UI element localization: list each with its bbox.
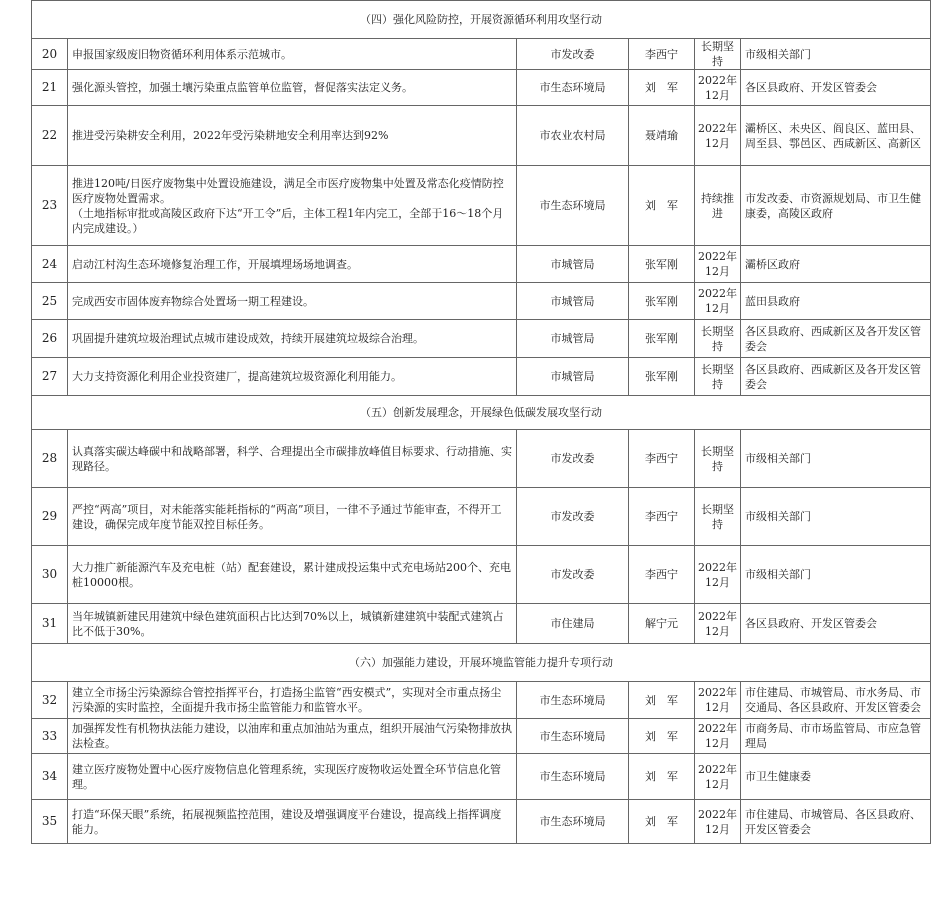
row-number: 26 <box>32 320 68 358</box>
lead-department: 市发改委 <box>517 488 629 546</box>
section-title: （五）创新发展理念，开展绿色低碳发展攻坚行动 <box>32 396 931 430</box>
lead-department: 市发改委 <box>517 430 629 488</box>
cooperating-units: 市发改委、市资源规划局、市卫生健康委，高陵区政府 <box>741 166 931 246</box>
task-description: 大力推广新能源汽车及充电桩（站）配套建设，累计建成投运集中式充电场站200个、充电桩10000根。 <box>68 546 517 604</box>
table-row <box>32 800 931 844</box>
cooperating-units: 各区县政府、开发区管委会 <box>741 604 931 644</box>
task-description: 加强挥发性有机物执法能力建设，以油库和重点加油站为重点，组织开展油气污染物排放执法检查。 <box>68 719 517 754</box>
table-row <box>32 719 931 754</box>
lead-department: 市生态环境局 <box>517 754 629 800</box>
responsible-person: 刘 军 <box>629 719 695 754</box>
task-description: 强化源头管控，加强土壤污染重点监管单位监管，督促落实法定义务。 <box>68 70 517 106</box>
responsible-person: 刘 军 <box>629 800 695 844</box>
task-description: 认真落实碳达峰碳中和战略部署，科学、合理提出全市碳排放峰值目标要求、行动措施、实现路径。 <box>68 430 517 488</box>
cooperating-units: 市商务局、市市场监管局、市应急管理局 <box>741 719 931 754</box>
table-row <box>32 754 931 800</box>
task-description: 大力支持资源化利用企业投资建厂，提高建筑垃圾资源化利用能力。 <box>68 358 517 396</box>
table-row <box>32 39 931 70</box>
lead-department: 市城管局 <box>517 246 629 283</box>
table-row <box>32 604 931 644</box>
cooperating-units: 蓝田县政府 <box>741 283 931 320</box>
row-number: 33 <box>32 719 68 754</box>
responsible-person: 刘 军 <box>629 754 695 800</box>
table-row <box>32 358 931 396</box>
responsible-person: 张军刚 <box>629 283 695 320</box>
responsible-person: 张军刚 <box>629 246 695 283</box>
lead-department: 市农业农村局 <box>517 106 629 166</box>
section-header-row <box>32 644 931 682</box>
task-description: 推进120吨/日医疗废物集中处置设施建设，满足全市医疗废物集中处置及常态化疫情防控医疗废物处置需求。 （土地指标审批或高陵区政府下达“开工令”后，主体工程1年内完工，全部于16～18个月内完成建设。） <box>68 166 517 246</box>
row-number: 32 <box>32 682 68 719</box>
row-number: 21 <box>32 70 68 106</box>
row-number: 20 <box>32 39 68 70</box>
task-description: 申报国家级废旧物资循环利用体系示范城市。 <box>68 39 517 70</box>
row-number: 23 <box>32 166 68 246</box>
responsible-person: 张军刚 <box>629 358 695 396</box>
responsible-person: 李西宁 <box>629 488 695 546</box>
section-header-row <box>32 1 931 39</box>
table-row <box>32 488 931 546</box>
lead-department: 市生态环境局 <box>517 70 629 106</box>
responsible-person: 刘 军 <box>629 70 695 106</box>
deadline: 长期坚持 <box>695 39 741 70</box>
task-description: 严控“两高”项目，对未能落实能耗指标的“两高”项目，一律不予通过节能审查，不得开工建设，确保完成年度节能双控目标任务。 <box>68 488 517 546</box>
cooperating-units: 市级相关部门 <box>741 546 931 604</box>
lead-department: 市住建局 <box>517 604 629 644</box>
lead-department: 市发改委 <box>517 546 629 604</box>
deadline: 2022年12月 <box>695 719 741 754</box>
cooperating-units: 灞桥区政府 <box>741 246 931 283</box>
lead-department: 市生态环境局 <box>517 166 629 246</box>
task-description: 建立医疗废物处置中心医疗废物信息化管理系统，实现医疗废物收运处置全环节信息化管理。 <box>68 754 517 800</box>
task-description: 完成西安市固体废弃物综合处置场一期工程建设。 <box>68 283 517 320</box>
row-number: 34 <box>32 754 68 800</box>
deadline: 2022年12月 <box>695 283 741 320</box>
deadline: 2022年12月 <box>695 800 741 844</box>
cooperating-units: 市卫生健康委 <box>741 754 931 800</box>
table-row <box>32 283 931 320</box>
task-description: 当年城镇新建民用建筑中绿色建筑面积占比达到70%以上，城镇新建建筑中装配式建筑占比不低于30%。 <box>68 604 517 644</box>
lead-department: 市发改委 <box>517 39 629 70</box>
table-row <box>32 246 931 283</box>
lead-department: 市城管局 <box>517 283 629 320</box>
deadline: 2022年12月 <box>695 106 741 166</box>
responsible-person: 解宁元 <box>629 604 695 644</box>
row-number: 22 <box>32 106 68 166</box>
deadline: 2022年12月 <box>695 682 741 719</box>
cooperating-units: 市级相关部门 <box>741 488 931 546</box>
responsible-person: 李西宁 <box>629 546 695 604</box>
table-row <box>32 106 931 166</box>
row-number: 28 <box>32 430 68 488</box>
cooperating-units: 市住建局、市城管局、各区县政府、开发区管委会 <box>741 800 931 844</box>
deadline: 长期坚持 <box>695 320 741 358</box>
lead-department: 市生态环境局 <box>517 719 629 754</box>
lead-department: 市生态环境局 <box>517 800 629 844</box>
lead-department: 市生态环境局 <box>517 682 629 719</box>
cooperating-units: 灞桥区、未央区、阎良区、蓝田县、周至县、鄠邑区、西咸新区、高新区 <box>741 106 931 166</box>
row-number: 31 <box>32 604 68 644</box>
table-row <box>32 546 931 604</box>
table-row <box>32 70 931 106</box>
responsible-person: 聂靖瑜 <box>629 106 695 166</box>
row-number: 29 <box>32 488 68 546</box>
responsible-person: 张军刚 <box>629 320 695 358</box>
section-title: （六）加强能力建设，开展环境监管能力提升专项行动 <box>32 644 931 682</box>
cooperating-units: 各区县政府、西咸新区及各开发区管委会 <box>741 320 931 358</box>
row-number: 25 <box>32 283 68 320</box>
task-description: 建立全市扬尘污染源综合管控指挥平台，打造扬尘监管“西安模式”，实现对全市重点扬尘污染源的实时监控，全面提升我市扬尘监管能力和监管水平。 <box>68 682 517 719</box>
cooperating-units: 市住建局、市城管局、市水务局、市交通局、各区县政府、开发区管委会 <box>741 682 931 719</box>
row-number: 27 <box>32 358 68 396</box>
task-table <box>31 0 931 844</box>
responsible-person: 刘 军 <box>629 166 695 246</box>
deadline: 2022年12月 <box>695 754 741 800</box>
task-description: 打造“环保天眼”系统，拓展视频监控范围，建设及增强调度平台建设，提高线上指挥调度能力。 <box>68 800 517 844</box>
deadline: 长期坚持 <box>695 488 741 546</box>
lead-department: 市城管局 <box>517 358 629 396</box>
section-header-row <box>32 396 931 430</box>
table-row <box>32 320 931 358</box>
responsible-person: 刘 军 <box>629 682 695 719</box>
task-description: 启动江村沟生态环境修复治理工作，开展填埋场场地调查。 <box>68 246 517 283</box>
task-table-container <box>31 0 931 844</box>
table-row <box>32 166 931 246</box>
responsible-person: 李西宁 <box>629 430 695 488</box>
responsible-person: 李西宁 <box>629 39 695 70</box>
task-description: 推进受污染耕安全利用，2022年受污染耕地安全利用率达到92% <box>68 106 517 166</box>
task-table-body <box>32 1 931 844</box>
deadline: 2022年12月 <box>695 246 741 283</box>
cooperating-units: 市级相关部门 <box>741 430 931 488</box>
lead-department: 市城管局 <box>517 320 629 358</box>
deadline: 2022年12月 <box>695 546 741 604</box>
row-number: 24 <box>32 246 68 283</box>
deadline: 2022年12月 <box>695 70 741 106</box>
row-number: 30 <box>32 546 68 604</box>
deadline: 长期坚持 <box>695 358 741 396</box>
cooperating-units: 市级相关部门 <box>741 39 931 70</box>
deadline: 2022年12月 <box>695 604 741 644</box>
cooperating-units: 各区县政府、西咸新区及各开发区管委会 <box>741 358 931 396</box>
deadline: 长期坚持 <box>695 430 741 488</box>
table-row <box>32 682 931 719</box>
deadline: 持续推进 <box>695 166 741 246</box>
task-description: 巩固提升建筑垃圾治理试点城市建设成效，持续开展建筑垃圾综合治理。 <box>68 320 517 358</box>
cooperating-units: 各区县政府、开发区管委会 <box>741 70 931 106</box>
table-row <box>32 430 931 488</box>
row-number: 35 <box>32 800 68 844</box>
section-title: （四）强化风险防控，开展资源循环利用攻坚行动 <box>32 1 931 39</box>
